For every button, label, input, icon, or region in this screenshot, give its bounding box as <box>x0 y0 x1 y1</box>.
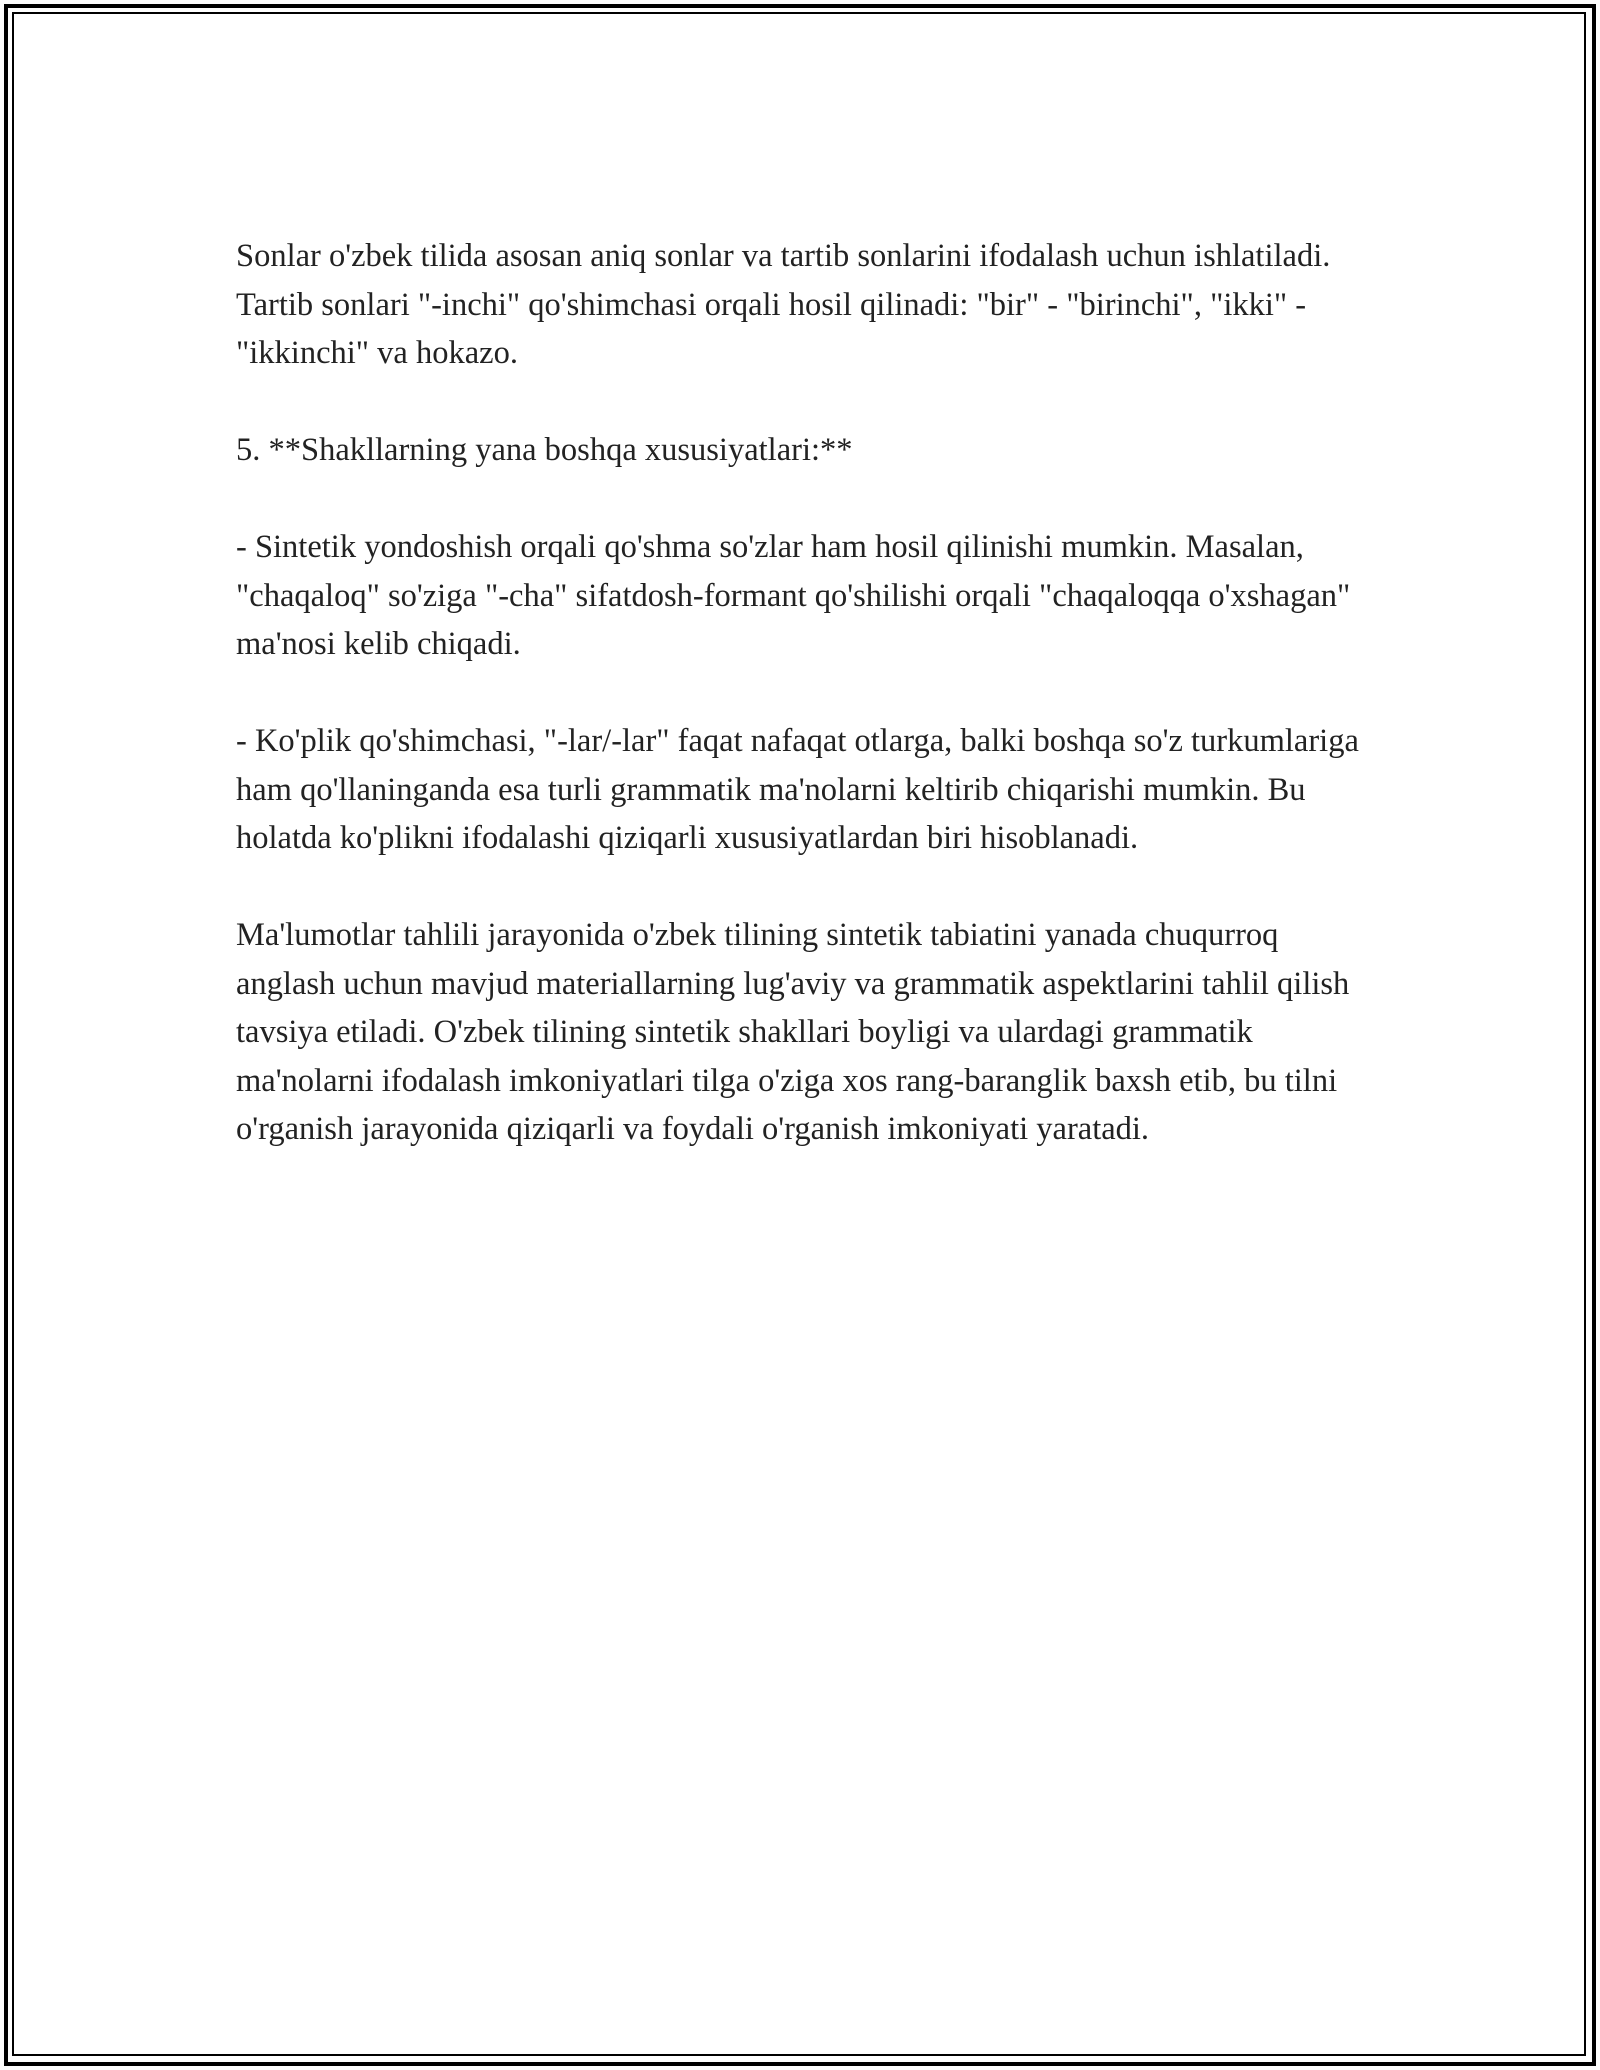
document-body <box>236 232 1376 1202</box>
list-item-compound-words: - Sintetik yondoshish orqali qo'shma so'zlar ham hosil qilinishi mumkin. Masalan, "chaqaloq" so'ziga "-cha" sifatdosh-formant qo'shilishi orqali "chaqaloqqa o'xshagan" ma'nosi kelib chiqadi. <box>236 529 1351 662</box>
paragraph-ordinal-numbers: Sonlar o'zbek tilida asosan aniq sonlar va tartib sonlarini ifodalash uchun ishlatiladi. Tartib sonlari "-inchi" qo'shimchasi orqali hosil qilinadi: "bir" - "birinchi", "ikki" - "ikkinchi" va hokazo. <box>236 238 1331 371</box>
paragraph-conclusion: Ma'lumotlar tahlili jarayonida o'zbek tilining sintetik tabiatini yanada chuqurroq anglash uchun mavjud materiallarning lug'aviy va grammatik aspektlarini tahlil qilish tavsiya etiladi. O'zbek tilining sintetik shakllari boyligi va ulardagi grammatik ma'nolarni ifodalash imkoniyatlari tilga o'ziga xos rang-baranglik baxsh etib, bu tilni o'rganish jarayonida qiziqarli va foydali o'rganish imkoniyati yaratadi. <box>236 917 1350 1147</box>
list-item-plural-suffix: - Ko'plik qo'shimchasi, "-lar/-lar" faqat nafaqat otlarga, balki boshqa so'z turkumlariga ham qo'llaninganda esa turli grammatik ma'nolarni keltirib chiqarishi mumkin. Bu holatda ko'plikni ifodalashi qiziqarli xususiyatlardan biri hisoblanadi. <box>236 723 1359 856</box>
section-heading-5: 5. **Shakllarning yana boshqa xususiyatlari:** <box>236 432 853 468</box>
